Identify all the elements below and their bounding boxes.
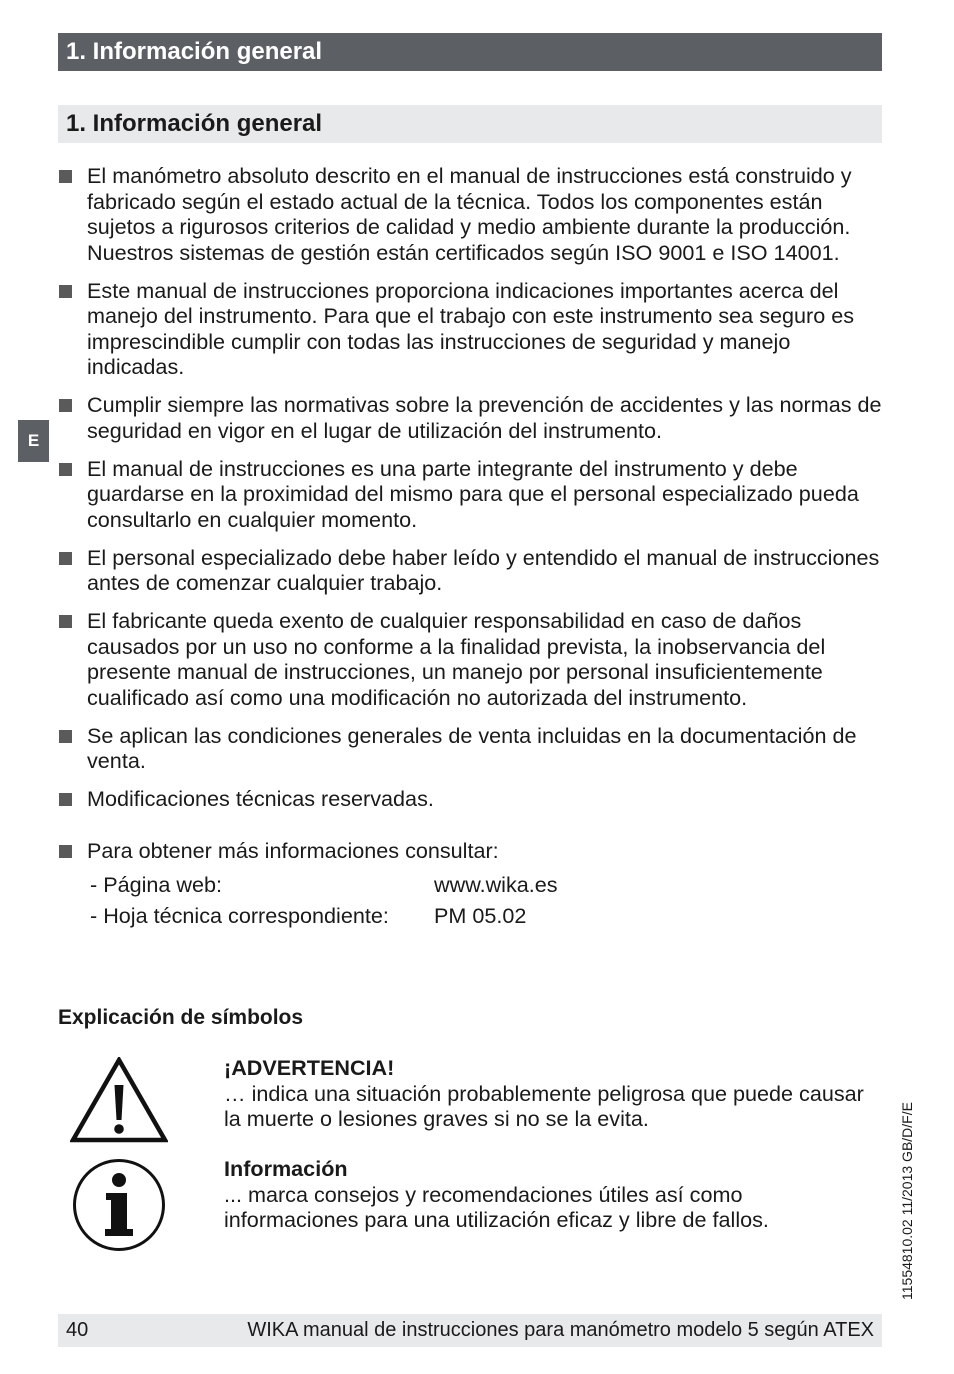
footer-title: WIKA manual de instrucciones para manómetro modelo 5 según ATEX: [247, 1319, 874, 1341]
info-block: [224, 1156, 864, 1233]
bullet-text: El manómetro absoluto descrito en el manual de instrucciones está construido y fabricado según el estado actual de la técnica. Todos los componentes están sujetos a rigurosos criterios de calidad y medio ambiente durante la producción. Nuestros sistemas de gestión están certificados según ISO 9001 e ISO 14001.: [87, 163, 852, 265]
section-title: 1. Información general: [58, 105, 882, 143]
bullet-text: Se aplican las condiciones generales de venta incluidas en la documentación de venta.: [87, 722, 857, 773]
list-item: [58, 608, 884, 710]
list-item: [58, 278, 884, 380]
bullet-square-icon: [59, 615, 72, 628]
contact-value: PM 05.02: [434, 903, 527, 928]
contact-label: - Hoja técnica correspondiente:: [90, 903, 389, 928]
warning-title: ¡ADVERTENCIA!: [224, 1055, 395, 1080]
info-text: ... marca consejos y recomendaciones útiles así como informaciones para una utilización eficaz y libre de fallos.: [224, 1181, 769, 1232]
list-item: [58, 723, 884, 774]
bullet-text: Modificaciones técnicas reservadas.: [87, 786, 434, 811]
bullet-square-icon: [59, 552, 72, 565]
warning-text: … indica una situación probablemente peligrosa que puede causar la muerte o lesiones graves si no se la evita.: [224, 1080, 864, 1131]
list-item: [58, 456, 884, 533]
info-circle-icon: [72, 1158, 166, 1252]
contact-row: [87, 869, 884, 900]
warning-block: [224, 1055, 864, 1132]
contact-item: [58, 838, 884, 932]
contact-table: [87, 869, 884, 931]
bullet-text: Este manual de instrucciones proporciona indicaciones importantes acerca del manejo del instrumento. Para que el trabajo con este instrumento sea seguro es imprescindible cumplir con todas las instrucciones de seguridad y manejo indicadas.: [87, 277, 855, 379]
bullet-square-icon: [59, 170, 72, 183]
contact-value: www.wika.es: [434, 872, 558, 897]
contact-label: - Página web:: [90, 872, 223, 897]
page-header: 1. Información general: [58, 33, 882, 71]
list-item: [58, 786, 884, 812]
page-footer: [58, 1314, 882, 1347]
bullet-square-icon: [59, 845, 72, 858]
page-number: 40: [66, 1319, 89, 1341]
bullet-square-icon: [59, 399, 72, 412]
list-item: [58, 163, 884, 265]
warning-triangle-icon: [70, 1057, 168, 1143]
symbols-heading: Explicación de símbolos: [58, 1006, 304, 1029]
contact-intro: Para obtener más informaciones consultar:: [87, 837, 499, 863]
info-title: Información: [224, 1156, 348, 1181]
bullet-square-icon: [59, 793, 72, 806]
bullet-square-icon: [59, 730, 72, 743]
bullet-list: [58, 163, 884, 944]
bullet-text: El personal especializado debe haber leído y entendido el manual de instrucciones antes de comenzar cualquier trabajo.: [87, 544, 880, 595]
bullet-square-icon: [59, 285, 72, 298]
list-item: [58, 392, 884, 443]
bullet-text: El fabricante queda exento de cualquier responsabilidad en caso de daños causados por un uso no conforme a la finalidad prevista, la inobservancia del presente manual de instrucciones, un manejo por personal insuficientemente cualificado así como una modificación no autorizada del instrumento.: [87, 608, 826, 710]
list-item: [58, 545, 884, 596]
contact-row: [87, 900, 884, 931]
bullet-text: Cumplir siempre las normativas sobre la prevención de accidentes y las normas de seguridad en vigor en el lugar de utilización del instrumento.: [87, 392, 882, 443]
document-code: 11554810.02 11/2013 GB/D/F/E: [899, 1102, 915, 1300]
bullet-text: El manual de instrucciones es una parte integrante del instrumento y debe guardarse en la proximidad del mismo para que el personal especializado pueda consultarlo en cualquier momento.: [87, 455, 859, 532]
language-tab: E: [18, 420, 49, 462]
bullet-square-icon: [59, 463, 72, 476]
